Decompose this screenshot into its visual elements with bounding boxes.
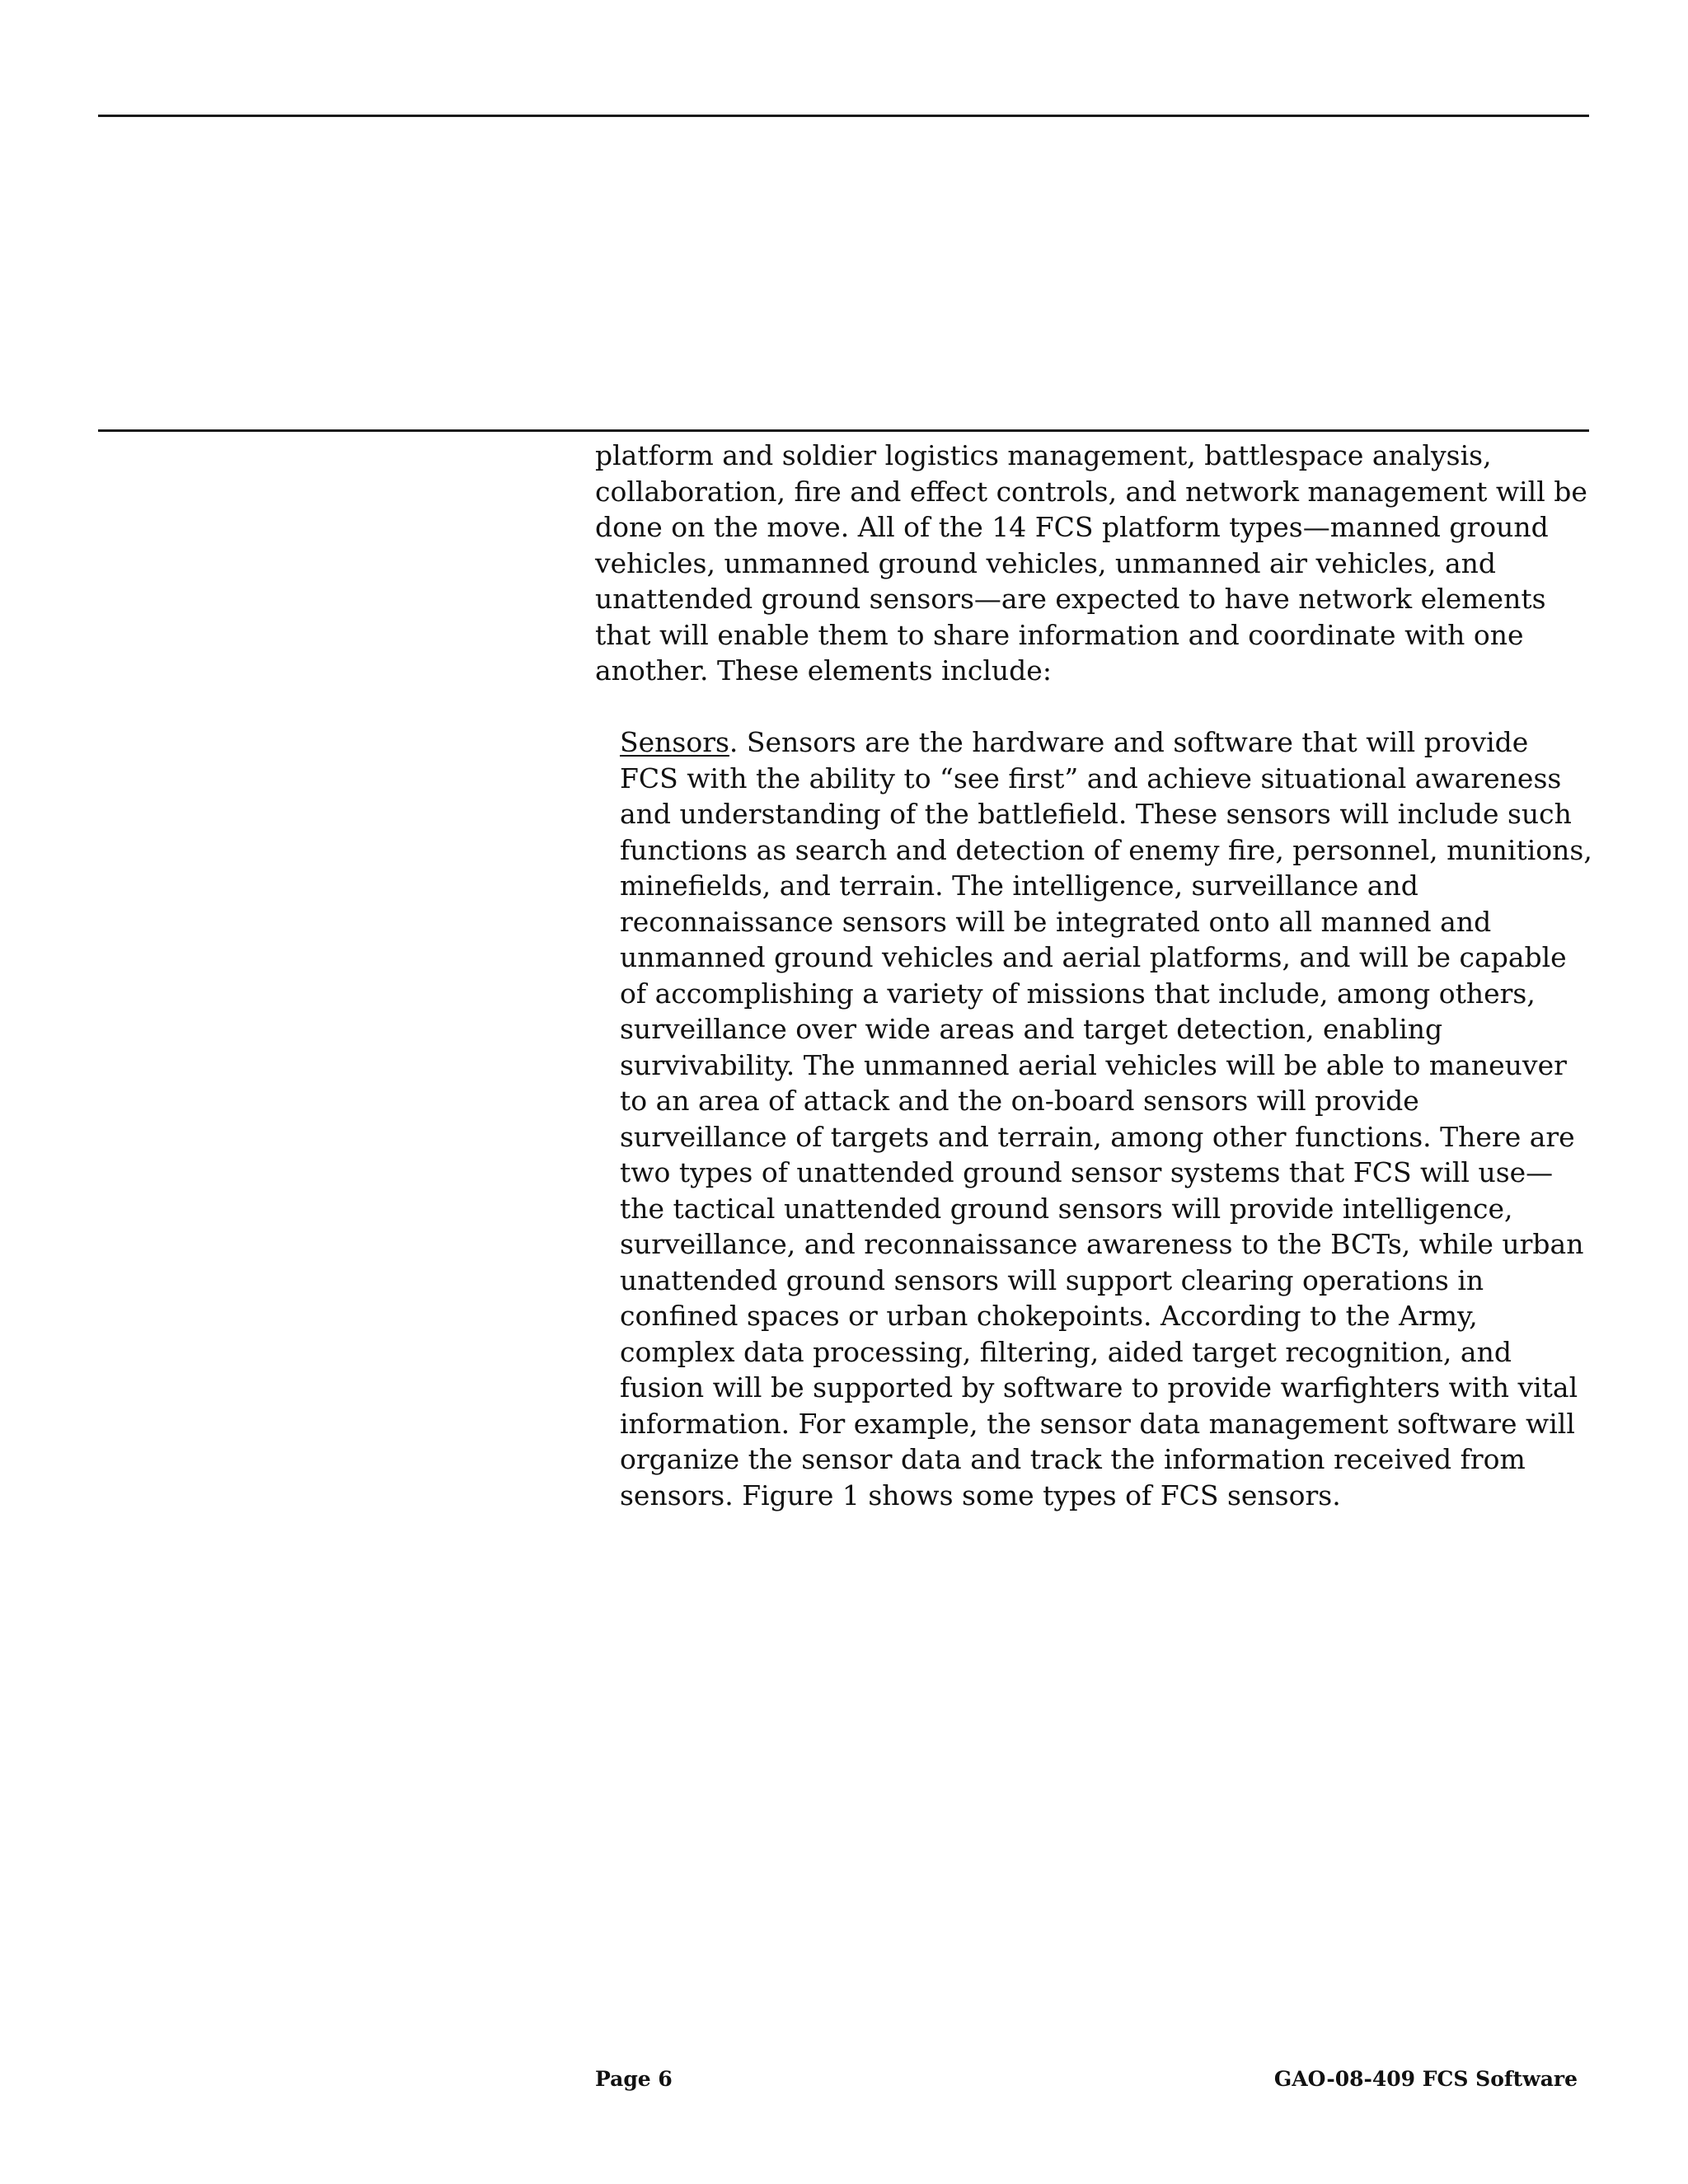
- report-identifier: GAO-08-409 FCS Software: [1273, 2067, 1578, 2091]
- section-rule: [98, 429, 1589, 432]
- intro-paragraph: platform and soldier logistics management, battlespace analysis, collaboration, fire and effect controls, and network management will be done on the move. All of the 14 FCS platform types—manned ground vehicles, unmanned ground vehicles, unmanned air vehicles, and unattended ground sensors—are expected to have network elements that will enable them to share information and coordinate with one another. These elements include:: [595, 439, 1587, 687]
- sensors-paragraph: [620, 724, 1592, 1513]
- sensors-description: . Sensors are the hardware and software that will provide FCS with the ability to “see first” and achieve situational awareness and understanding of the battlefield. These sensors will include such functions as search and detection of enemy fire, personnel, munitions, minefields, and terrain. The intelligence, surveillance and reconnaissance sensors will be integrated onto all manned and unmanned ground vehicles and aerial platforms, and will be capable of accomplishing a variety of missions that include, among others, surveillance over wide areas and target detection, enabling survivability. The unmanned aerial vehicles will be able to maneuver to an area of attack and the on-board sensors will provide surveillance of targets and terrain, among other functions. There are two types of unattended ground sensor systems that FCS will use—the tactical unattended ground sensors will provide intelligence, surveillance, and reconnaissance awareness to the BCTs, while urban unattended ground sensors will support clearing operations in confined spaces or urban chokepoints. According to the Army, complex data processing, filtering, aided target recognition, and fusion will be supported by software to provide warfighters with vital information. For example, the sensor data management software will organize the sensor data and track the information received from sensors. Figure 1 shows some types of FCS sensors.: [620, 726, 1592, 1511]
- sensors-term: Sensors: [620, 726, 729, 758]
- top-rule: [98, 115, 1589, 117]
- page-number: Page 6: [595, 2067, 673, 2091]
